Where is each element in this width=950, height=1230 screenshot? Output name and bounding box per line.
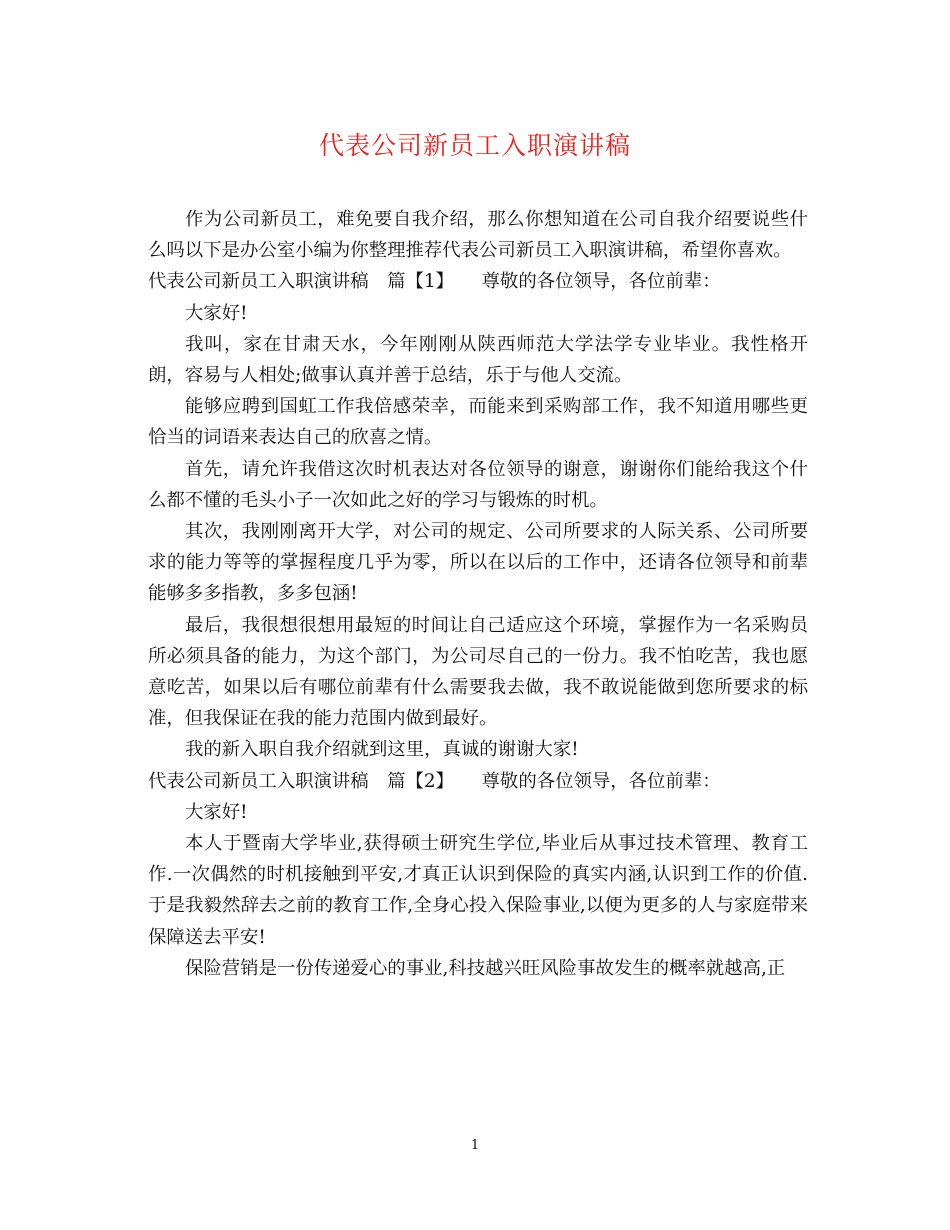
paragraph: 最后，我很想很想用最短的时间让自己适应这个环境，掌握作为一名采购员所必须具备的能力，为这个部门，为公司尽自己的一份力。我不怕吃苦，我也愿意吃苦，如果以后有哪位前辈有什么需要我去做，我不敢说能做到您所要求的标准，但我保证在我的能力范围内做到最好。 bbox=[148, 614, 808, 730]
paragraph: 其次，我刚刚离开大学，对公司的规定、公司所要求的人际关系、公司所要求的能力等等的掌握程度几乎为零，所以在以后的工作中，还请各位领导和前辈能够多多指教，多多包涵! bbox=[148, 521, 808, 605]
page-title: 代表公司新员工入职演讲稿 bbox=[318, 131, 631, 160]
paragraph-greeting-1: 大家好! bbox=[185, 302, 248, 324]
paragraph: 本人于暨南大学毕业,获得硕士研究生学位,毕业后从事过技术管理、教育工作.一次偶然的时机接触到平安,才真正认识到保险的真实内涵,认识到工作的价值.于是我毅然辞去之前的教育工作,全身心投入保险事业,以便为更多的人与家庭带来保障送去平安! bbox=[148, 833, 808, 948]
section-heading-2: 代表公司新员工入职演讲稿 篇【2】 尊敬的各位领导，各位前辈： bbox=[148, 770, 721, 792]
page-number: 1 bbox=[470, 1138, 480, 1153]
section-heading-1: 代表公司新员工入职演讲稿 篇【1】 尊敬的各位领导，各位前辈： bbox=[148, 271, 721, 293]
paragraph-intro: 作为公司新员工，难免要自我介绍，那么你想知道在公司自我介绍要说些什么吗以下是办公室小编为你整理推荐代表公司新员工入职演讲稿，希望你喜欢。 bbox=[148, 209, 808, 262]
paragraph: 首先，请允许我借这次时机表达对各位领导的谢意，谢谢你们能给我这个什么都不懂的毛头小子一次如此之好的学习与锻炼的时机。 bbox=[148, 458, 808, 511]
paragraph: 我叫，家在甘肃天水，今年刚刚从陕西师范大学法学专业毕业。我性格开朗，容易与人相处;做事认真并善于总结，乐于与他人交流。 bbox=[148, 333, 808, 387]
paragraph: 能够应聘到国虹工作我倍感荣幸，而能来到采购部工作，我不知道用哪些更恰当的词语来表达自己的欣喜之情。 bbox=[148, 396, 808, 449]
document-body bbox=[148, 204, 808, 984]
paragraph: 保险营销是一份传递爱心的事业,科技越兴旺风险事故发生的概率就越高,正 bbox=[185, 957, 786, 979]
paragraph-greeting-2: 大家好! bbox=[185, 801, 248, 823]
paragraph-closing-1: 我的新入职自我介绍就到这里，真诚的谢谢大家! bbox=[185, 739, 579, 761]
